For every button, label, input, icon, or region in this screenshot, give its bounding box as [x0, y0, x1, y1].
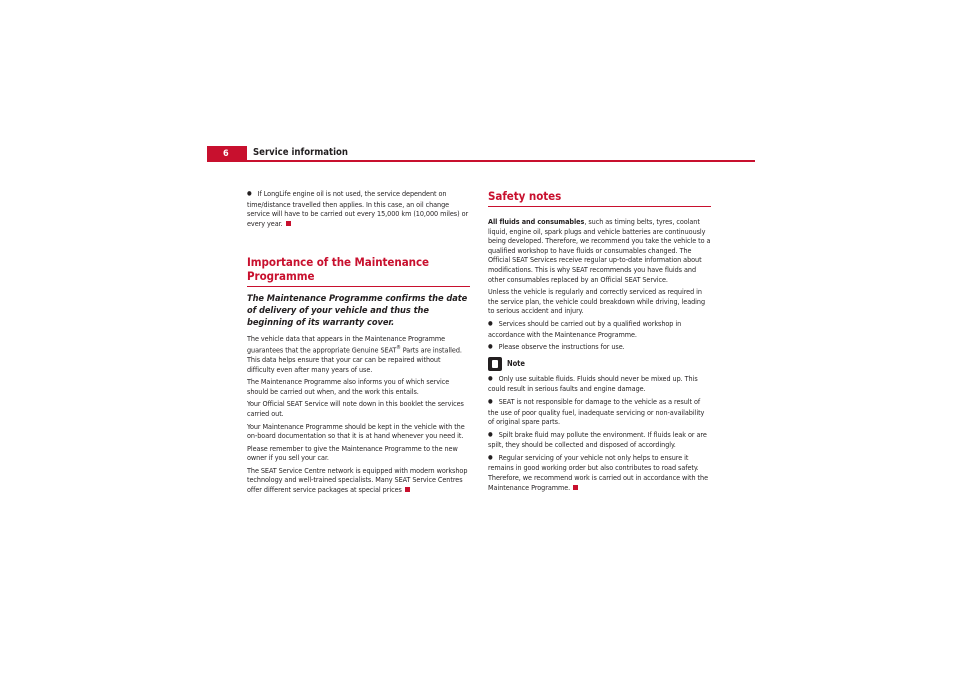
- end-of-section-mark: [286, 221, 291, 226]
- note-bullet-2: ● SEAT is not responsible for damage to the vehicle as a result of the use of poor quality fuel, inadequate servicing or non-availability of original spare parts.: [488, 397, 711, 427]
- header-rule: [247, 160, 755, 162]
- note-heading: [488, 357, 711, 371]
- longlife-text: If LongLife engine oil is not used, the service dependent on time/distance travelled then applies. In this case, an oil change service will have to be carried out every 15,000 km (10,000 miles) or every year.: [247, 189, 469, 228]
- maintenance-paragraph-6: The SEAT Service Centre network is equipped with modern workshop technology and well-trained specialists. Many SEAT Service Centres offer different service packages at special prices: [247, 465, 468, 495]
- maintenance-paragraph-1: The vehicle data that appears in the Maintenance Programme guarantees that the appropriate Genuine SEAT® Parts are installed. This data helps ensure that your car can be repaired without difficulty even after many years of use.: [247, 334, 462, 374]
- page-header: [207, 146, 755, 162]
- section-title-maintenance: Importance of the Maintenance Programme: [247, 255, 470, 287]
- note-bullet-4: ● Regular servicing of your vehicle not only helps to ensure it remains in good working order but also contributes to road safety. Therefore, we recommend work is carried out in accordance with the Maintenance Programme.: [488, 453, 711, 492]
- maintenance-paragraph-2: The Maintenance Programme also informs you of which service should be carried out when, and the work this entails.: [247, 377, 450, 396]
- right-column: [488, 189, 711, 495]
- header-title: Service information: [253, 147, 348, 158]
- section-title-safety: Safety notes: [488, 189, 711, 207]
- note-icon: [488, 357, 502, 371]
- maintenance-paragraph-4: Your Maintenance Programme should be kept in the vehicle with the on-board documentation so that it is at hand whenever you need it.: [247, 421, 465, 441]
- safety-paragraph-2: Unless the vehicle is regularly and correctly serviced as required in the service plan, the vehicle could breakdown while driving, leading to serious accident and injury.: [488, 287, 706, 316]
- maintenance-paragraph-3: Your Official SEAT Service will note down in this booklet the services carried out.: [247, 399, 464, 418]
- maintenance-intro: The Maintenance Programme confirms the date of delivery of your vehicle and thus the beginning of its warranty cover.: [247, 293, 468, 329]
- note-label: Note: [507, 358, 525, 368]
- longlife-bullet: [247, 189, 470, 228]
- note-bullet-1: ● Only use suitable fluids. Fluids should never be mixed up. This could result in serious faults and engine damage.: [488, 374, 711, 394]
- note-bullet-3: ● Spilt brake fluid may pollute the environment. If fluids leak or are spilt, they should be collected and disposed of accordingly.: [488, 430, 711, 450]
- end-of-section-mark: [405, 487, 410, 492]
- page-number: 6: [207, 146, 247, 162]
- safety-bullet-1: ● Services should be carried out by a qualified workshop in accordance with the Maintenance Programme.: [488, 319, 711, 339]
- safety-bullet-2: ● Please observe the instructions for use.: [488, 342, 711, 353]
- left-column: [247, 189, 470, 498]
- safety-paragraph-1: All fluids and consumables, such as timing belts, tyres, coolant liquid, engine oil, spark plugs and vehicle batteries are continuously being developed. Therefore, we recommend you take the vehicle to a qualified workshop to have fluids or consumables changed. The Official SEAT Services receive regular up-to-date information about modifications. This is why SEAT recommends you have fluids and other consumables replaced by an Official SEAT Service.: [488, 217, 711, 284]
- end-of-section-mark: [573, 485, 578, 490]
- maintenance-paragraph-5: Please remember to give the Maintenance Programme to the new owner if you sell your car.: [247, 443, 458, 463]
